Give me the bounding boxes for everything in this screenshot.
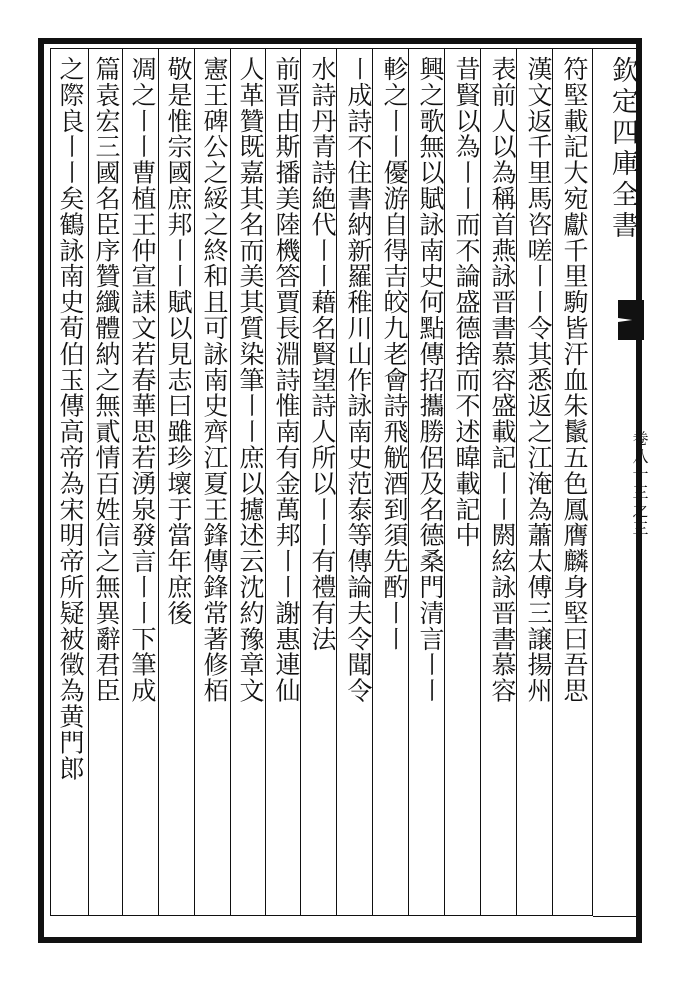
text-column: 篇袁宏三國名臣序贊纖體納之無貳情百姓信之無異辭君臣	[92, 56, 121, 704]
text-column: 〡成詩不住書納新羅稚川山作詠南史范泰等傳論夫令聞令	[344, 56, 373, 704]
text-column: 凋之〡〡曹植王仲宣誄文若春華思若湧泉發言〡〡下筆成	[128, 56, 157, 704]
volume-label: 卷八十三之三	[630, 430, 649, 538]
text-column: 興之歌無以賦詠南史何點傳招攜勝侶及名德桑門清言〡〡	[416, 56, 445, 704]
header-rule	[593, 48, 642, 49]
text-column: 漢文返千里馬咨嗟〡〡令其悉返之江淹為蕭太傅三譲揚州	[524, 56, 553, 704]
text-column: 昔賢以為〡〡而不論盛德捨而不述暐載記中	[452, 56, 481, 549]
text-column: 水詩丹青詩絶代〡〡藉名賢望詩人所以〡〡有禮有法	[308, 56, 337, 652]
text-column: 軫之〡〡優游自得吉皎九老會詩飛觥酒到須先酌〡〡	[380, 56, 409, 652]
text-column: 之際良〡〡矣鶴詠南史荀伯玉傳高帝為宋明帝所疑被徵為黄門郎	[56, 56, 85, 782]
library-title: 欽定四庫全書	[607, 56, 638, 242]
text-column: 表前人以為稱首燕詠晋書慕容盛載記〡〡閼絃詠晋書慕容	[488, 56, 517, 704]
header-rule	[593, 916, 642, 917]
text-column: 符堅載記大宛獻千里駒皆汗血朱鬛五色鳳膺麟身堅曰吾思	[560, 56, 589, 704]
text-column: 憲王碑公之綏之終和且可詠南史齊江夏王鋒傳鋒常著修栢	[200, 56, 229, 704]
text-column: 敬是惟宗國庶邦〡〡賦以見志曰雖珍壞于當年庶後	[164, 56, 193, 626]
text-column: 人革贊既嘉其名而美其質染筆〡〡庶以攄述云沈約豫章文	[236, 56, 265, 704]
text-column: 前晋由斯播美陸機答賈長淵詩惟南有金萬邦〡〡謝惠連仙	[272, 56, 301, 704]
